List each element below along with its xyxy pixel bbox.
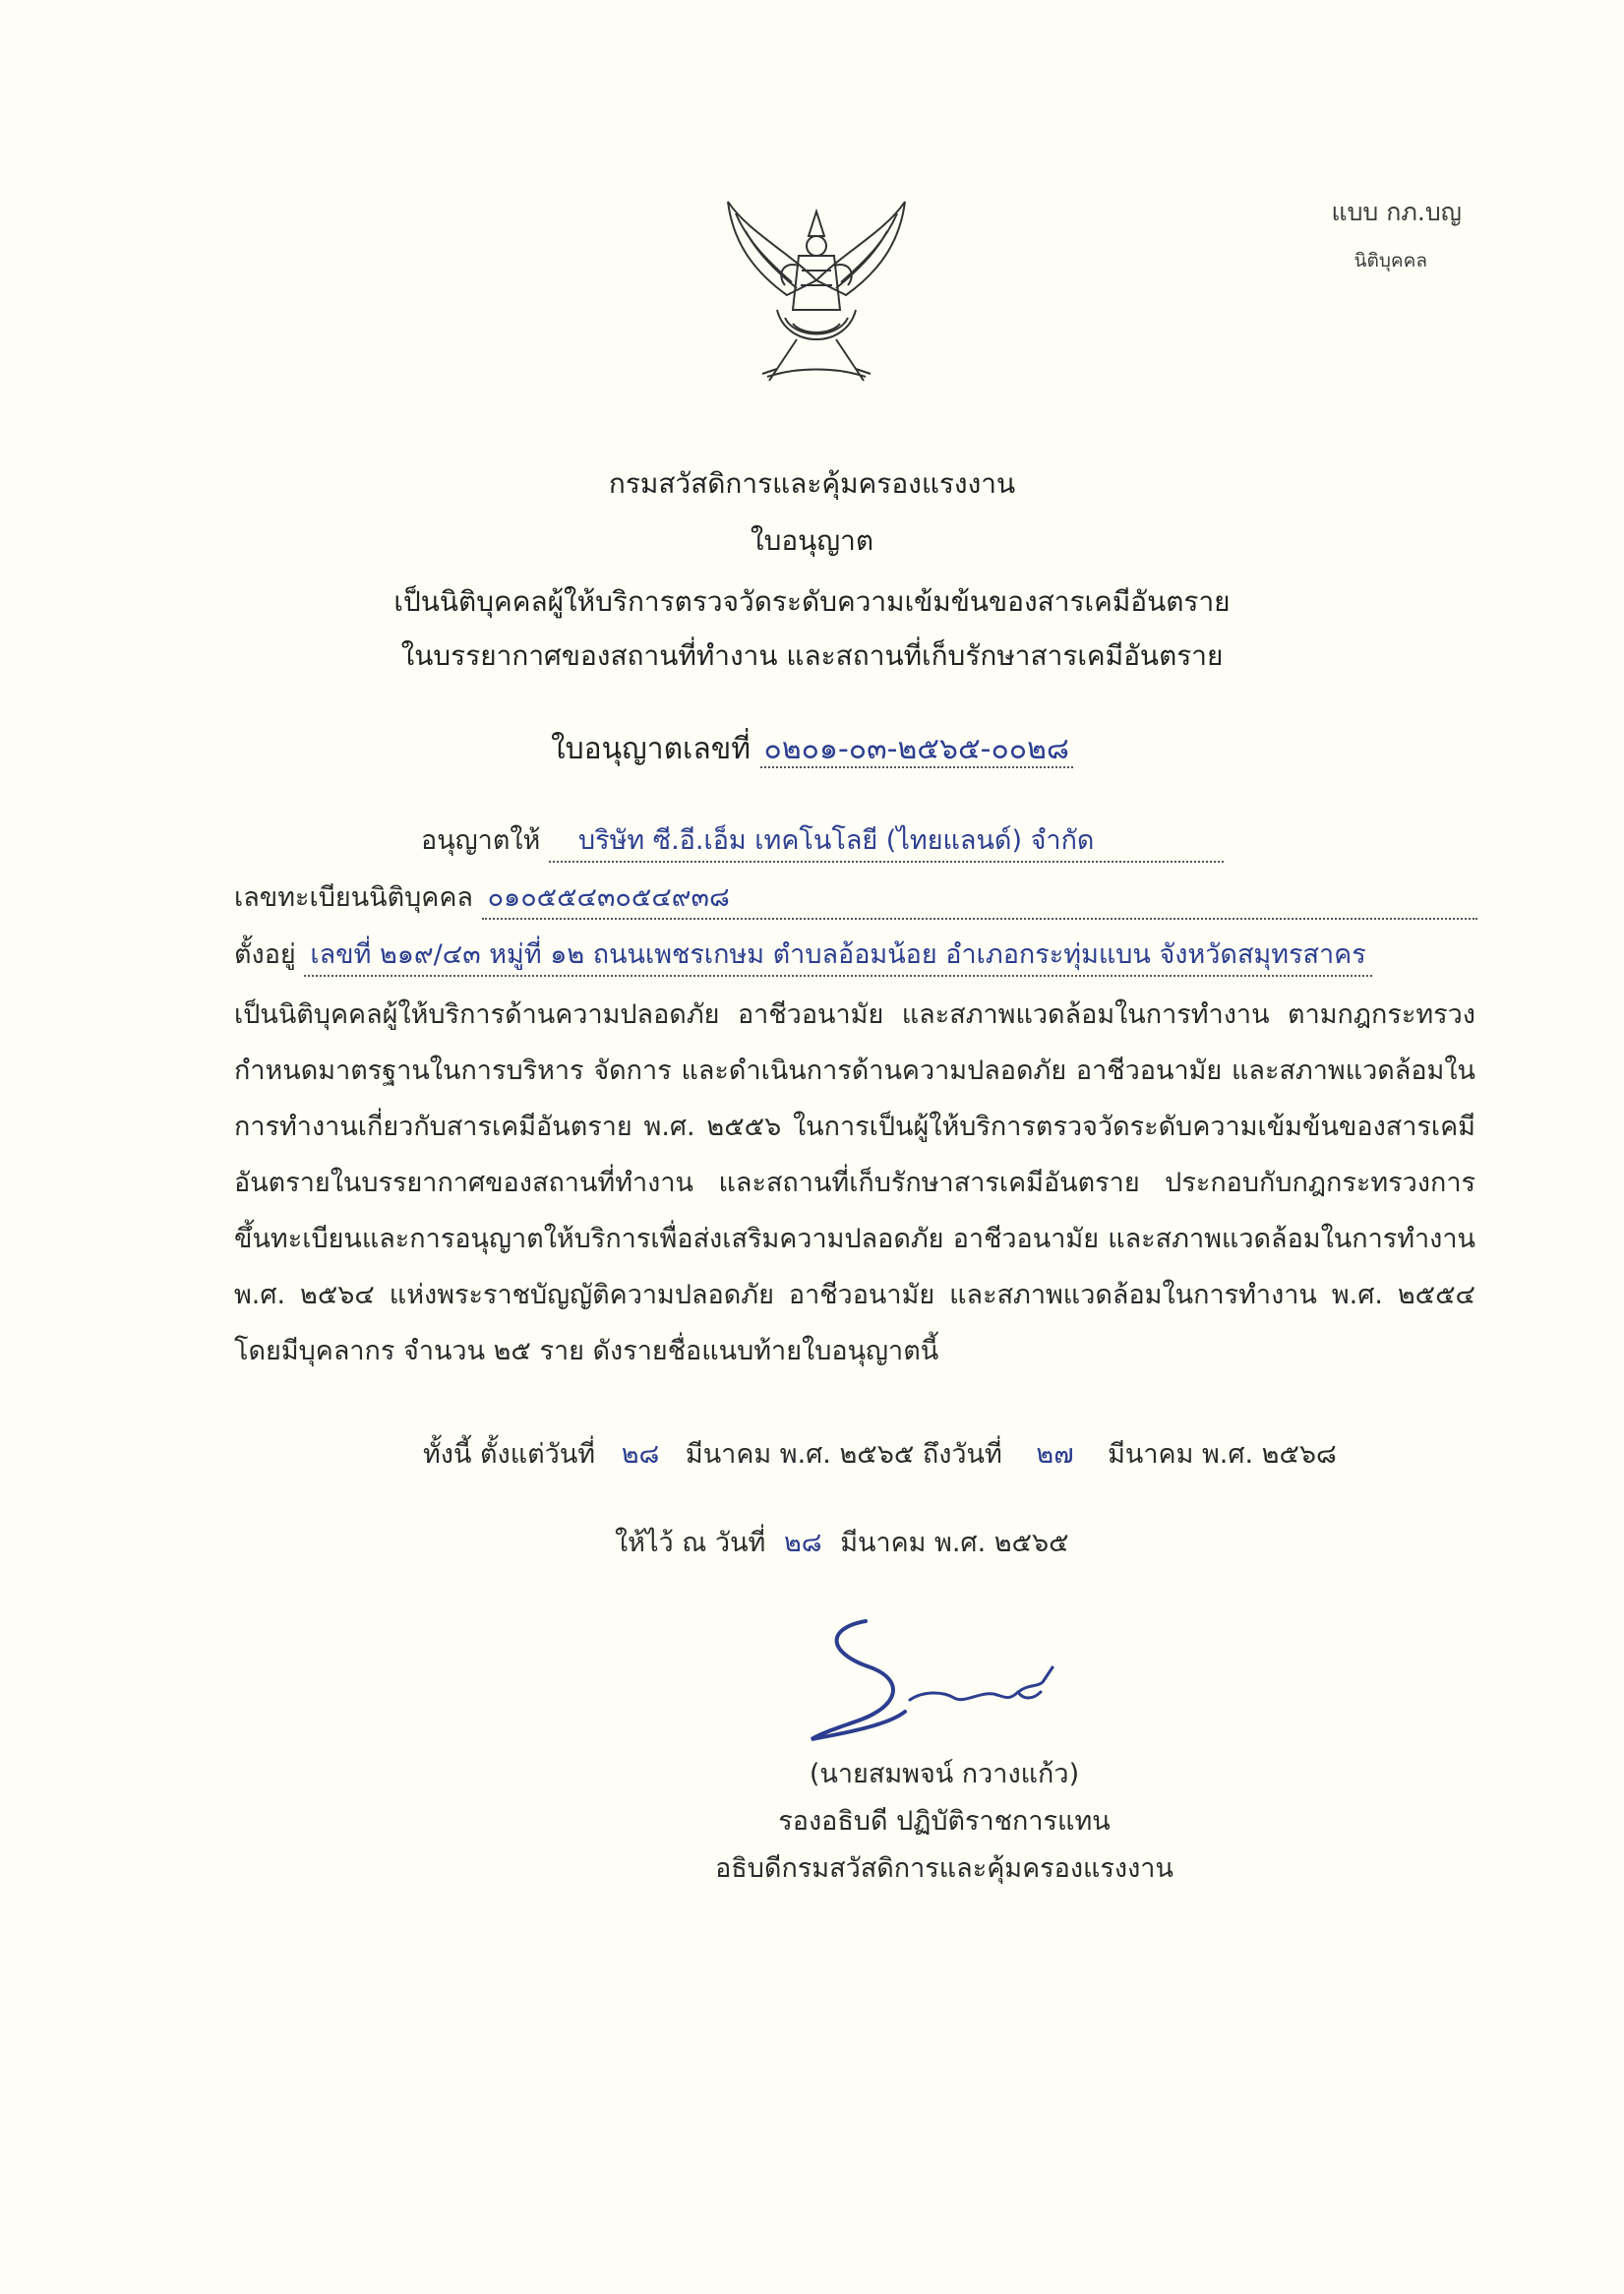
issued-rest: มีนาคม พ.ศ. ๒๕๖๕ [840, 1528, 1069, 1558]
title-line-1: เป็นนิติบุคคลผู้ให้บริการตรวจวัดระดับความเข้มข้นของสารเคมีอันตราย [393, 585, 1231, 618]
validity-start-rest: มีนาคม พ.ศ. ๒๕๖๕ ถึงวันที่ [685, 1439, 1002, 1470]
body-paragraph: เป็นนิติบุคคลผู้ให้บริการด้านความปลอดภัย อาชีวอนามัย และสภาพแวดล้อมในการทำงาน ตามกฎกระทรวงกำหนดมาตรฐานในการบริหาร จัดการ และดำเนินการด้านความปลอดภัย อาชีวอนามัย และสภาพแวดล้อมในการทำงานเกี่ยวกับสารเคมีอันตราย พ.ศ. ๒๕๕๖ ในการเป็นผู้ให้บริการตรวจวัดระดับความเข้มข้นของสารเคมีอันตรายในบรรยากาศของสถานที่ทำงาน และสถานที่เก็บรักษาสารเคมีอันตราย ประกอบกับกฎกระทรวงการขึ้นทะเบียนและการอนุญาตให้บริการเพื่อส่งเสริมความปลอดภัย อาชีวอนามัย และสภาพแวดล้อมในการทำงาน พ.ศ. ๒๕๖๔ แห่งพระราชบัญญัติความปลอดภัย อาชีวอนามัย และสภาพแวดล้อมในการทำงาน พ.ศ. ๒๕๕๔ โดยมีบุคลากร จำนวน ๒๕ ราย ดังรายชื่อแนบท้ายใบอนุญาตนี้ [234, 999, 1475, 1366]
address-value: เลขที่ ๒๑๙/๔๓ หมู่ที่ ๑๒ ถนนเพชรเกษม ตำบลอ้อมน้อย อำเภอกระทุ่มแบน จังหวัดสมุทรสาคร [304, 933, 1371, 977]
grantee-line [421, 818, 1224, 863]
form-subtype: นิติบุคคล [1353, 250, 1427, 272]
address-line [234, 933, 1372, 977]
validity-prefix: ทั้งนี้ ตั้งแต่วันที่ [423, 1439, 596, 1470]
validity-end-day: ๒๗ [1036, 1439, 1074, 1470]
grantee-name: บริษัท ซี.อี.เอ็ม เทคโนโลยี (ไทยแลนด์) จำกัด [549, 818, 1224, 863]
issued-prefix: ให้ไว้ ณ วันที่ [615, 1528, 766, 1558]
issued-line [615, 1521, 1069, 1563]
registration-number: ๐๑๐๕๕๔๓๐๕๔๙๓๘ [482, 875, 1477, 920]
registration-line [234, 875, 1477, 920]
signatory-position-1: รองอธิบดี ปฏิบัติราชการแทน [778, 1806, 1111, 1837]
issued-day: ๒๘ [783, 1528, 822, 1558]
document-type: ใบอนุญาต [750, 524, 874, 557]
title-line-2: ในบรรยากาศของสถานที่ทำงาน และสถานที่เก็บรักษาสารเคมีอันตราย [400, 639, 1224, 672]
license-number: ๐๒๐๑-๐๓-๒๕๖๕-๐๐๒๘ [760, 732, 1074, 768]
validity-end-rest: มีนาคม พ.ศ. ๒๕๖๘ [1108, 1439, 1337, 1470]
garuda-emblem-icon [708, 192, 925, 389]
grantee-label: อนุญาตให้ [421, 825, 541, 856]
department-name: กรมสวัสดิการและคุ้มครองแรงงาน [608, 467, 1016, 500]
license-number-label: ใบอนุญาตเลขที่ [550, 732, 751, 766]
address-label: ตั้งอยู่ [234, 939, 296, 970]
validity-line [423, 1432, 1337, 1475]
license-number-line [0, 726, 1624, 772]
handwritten-signature-icon [797, 1613, 1082, 1751]
validity-start-day: ๒๘ [621, 1439, 660, 1470]
form-code: แบบ กภ.บญ [1331, 198, 1462, 226]
registration-label: เลขทะเบียนนิติบุคคล [234, 882, 473, 913]
signatory-name: (นายสมพจน์ กวางแก้ว) [809, 1759, 1080, 1789]
signatory-position-2: อธิบดีกรมสวัสดิการและคุ้มครองแรงงาน [715, 1853, 1173, 1884]
